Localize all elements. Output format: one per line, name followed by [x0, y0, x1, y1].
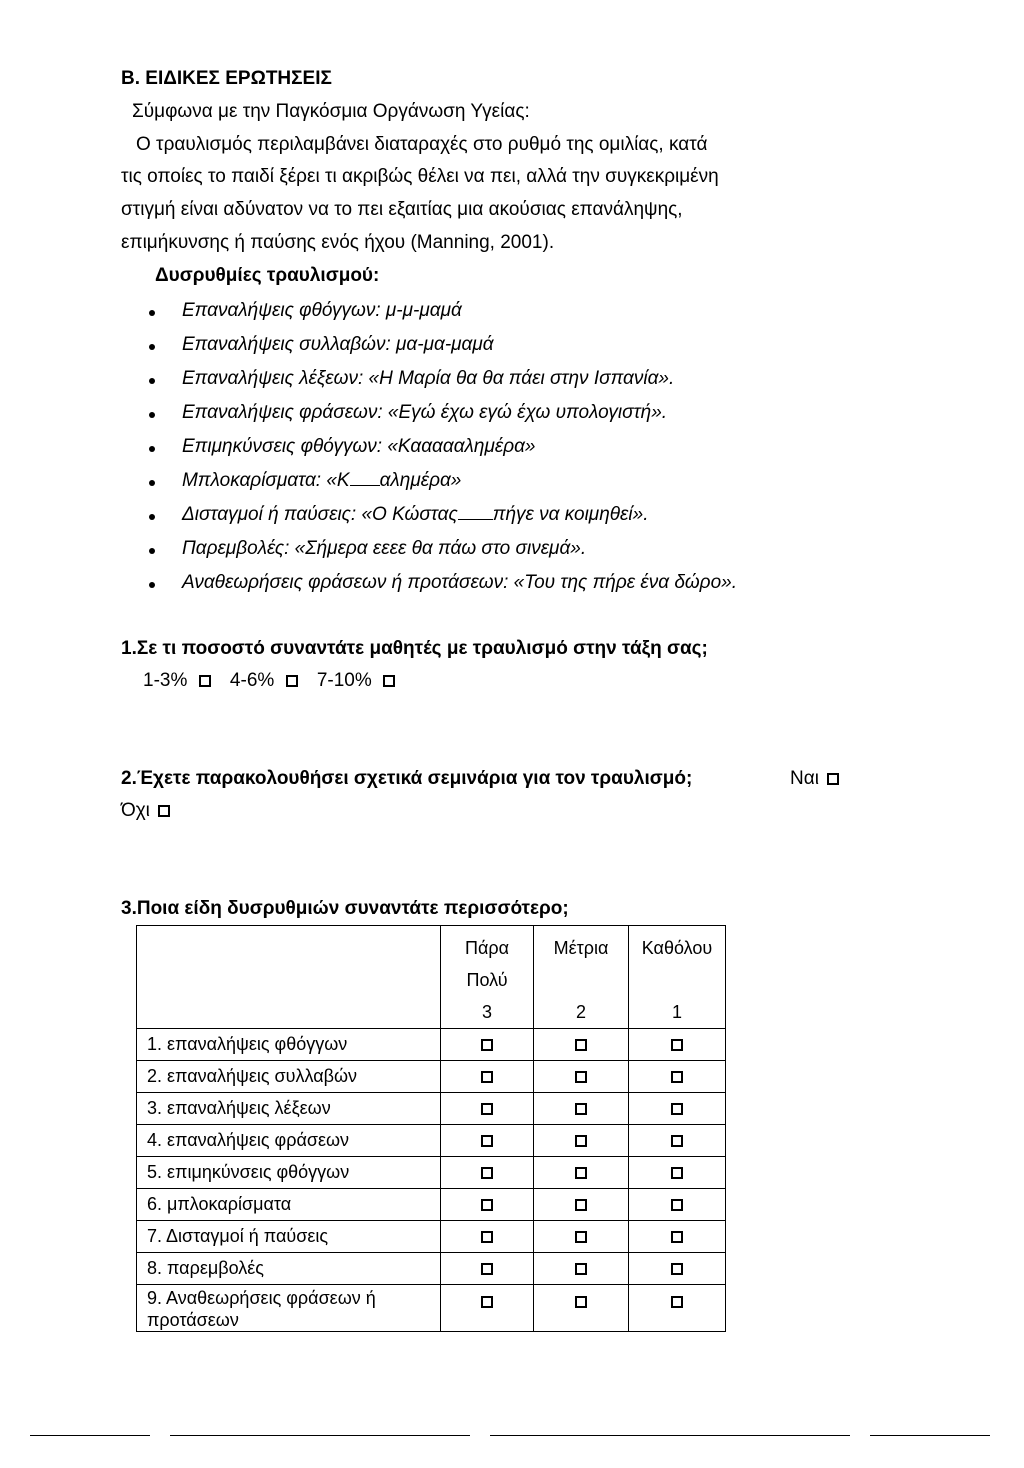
bullet-text-after: αλημέρα» — [379, 470, 462, 491]
bullet-dot — [149, 310, 155, 316]
rating-cell — [534, 1285, 629, 1332]
bullet-text: Επαναλήψεις φράσεων: «Εγώ έχω εγώ έχω υπολογιστή». — [182, 402, 668, 423]
question-1-options — [143, 670, 395, 692]
checkbox[interactable] — [671, 1135, 683, 1147]
column-header-line: Πολύ — [466, 970, 508, 990]
checkbox[interactable] — [383, 675, 395, 687]
question-2-yes — [790, 768, 839, 790]
rating-cell — [534, 1061, 629, 1093]
bullet-dot — [149, 446, 155, 452]
question-2-no — [121, 800, 170, 822]
question-2-text: 2.Έχετε παρακολουθήσει σχετικά σεμινάρια για τον τραυλισμό; — [121, 768, 693, 789]
table-row — [137, 1029, 726, 1061]
bullet-text: Παρεμβολές: «Σήμερα εεεε θα πάω στο σινεμά». — [182, 538, 587, 559]
rating-cell — [629, 1029, 726, 1061]
bullet-text-before: Μπλοκαρίσματα: «Κ — [182, 470, 350, 491]
table-row — [137, 1093, 726, 1125]
section-heading: B. ΕΙΔΙΚΕΣ ΕΡΩΤΗΣΕΙΣ — [121, 68, 332, 89]
no-checkbox[interactable] — [158, 805, 170, 817]
checkbox[interactable] — [481, 1296, 493, 1308]
column-header-line — [534, 964, 628, 996]
table-corner-cell — [137, 926, 441, 1029]
bullet-text — [182, 504, 648, 526]
bullet-dot — [149, 480, 155, 486]
checkbox[interactable] — [671, 1103, 683, 1115]
bullet-dot — [149, 378, 155, 384]
frequency-table — [136, 925, 726, 1332]
checkbox[interactable] — [575, 1135, 587, 1147]
bullet-text: Επαναλήψεις φθόγγων: μ-μ-μαμά — [182, 300, 462, 321]
option-label: 7-10% — [316, 670, 372, 691]
checkbox[interactable] — [481, 1103, 493, 1115]
column-header-line: Μέτρια — [553, 938, 609, 958]
row-label: 1. επαναλήψεις φθόγγων — [137, 1029, 441, 1061]
column-header-line: Πάρα — [464, 938, 510, 958]
checkbox[interactable] — [575, 1231, 587, 1243]
checkbox[interactable] — [481, 1199, 493, 1211]
bullet-dot — [149, 412, 155, 418]
row-label: 7. Δισταγμοί ή παύσεις — [137, 1221, 441, 1253]
rating-cell — [534, 1253, 629, 1285]
column-header — [534, 926, 629, 1029]
footer-rule — [170, 1435, 470, 1436]
rating-cell — [441, 1253, 534, 1285]
table-row — [137, 1221, 726, 1253]
question-1-text: 1.Σε τι ποσοστό συναντάτε μαθητές με τραυλισμό στην τάξη σας; — [121, 638, 708, 659]
checkbox[interactable] — [481, 1167, 493, 1179]
checkbox[interactable] — [575, 1263, 587, 1275]
definition-line: Ο τραυλισμός περιλαμβάνει διαταραχές στο ρυθμό της ομιλίας, κατά — [136, 134, 708, 155]
answer-blank — [458, 519, 493, 520]
checkbox[interactable] — [286, 675, 298, 687]
rating-cell — [441, 1285, 534, 1332]
footer-rule — [490, 1435, 850, 1436]
rating-cell — [441, 1189, 534, 1221]
checkbox[interactable] — [481, 1039, 493, 1051]
bullet-dot — [149, 344, 155, 350]
table-row — [137, 1285, 726, 1332]
option-label: 4-6% — [229, 670, 275, 691]
rating-cell — [441, 1125, 534, 1157]
checkbox[interactable] — [481, 1231, 493, 1243]
row-label — [137, 1285, 441, 1332]
row-label-text: 9. Αναθεωρήσεις φράσεων ή προτάσεων — [147, 1288, 376, 1330]
rating-cell — [441, 1093, 534, 1125]
row-label: 5. επιμηκύνσεις φθόγγων — [137, 1157, 441, 1189]
rating-cell — [534, 1221, 629, 1253]
row-label: 6. μπλοκαρίσματα — [137, 1189, 441, 1221]
rating-cell — [629, 1125, 726, 1157]
bullet-dot — [149, 582, 155, 588]
rating-cell — [629, 1061, 726, 1093]
bullet-text: Επιμηκύνσεις φθόγγων: «Καααααλημέρα» — [182, 436, 536, 457]
checkbox[interactable] — [671, 1039, 683, 1051]
bullet-text-after: πήγε να κοιμηθεί». — [492, 504, 649, 525]
disorders-heading: Δυσρυθμίες τραυλισμού: — [155, 265, 380, 286]
checkbox[interactable] — [481, 1263, 493, 1275]
checkbox[interactable] — [575, 1103, 587, 1115]
rating-cell — [629, 1253, 726, 1285]
checkbox[interactable] — [671, 1199, 683, 1211]
column-header-line: Καθόλου — [641, 938, 713, 958]
rating-cell — [441, 1157, 534, 1189]
rating-cell — [534, 1157, 629, 1189]
rating-cell — [534, 1029, 629, 1061]
bullet-text — [182, 470, 461, 492]
rating-cell — [629, 1189, 726, 1221]
definition-line: στιγμή είναι αδύνατον να το πει εξαιτίας μια ακούσιας επανάληψης, — [121, 199, 683, 220]
bullet-text: Αναθεωρήσεις φράσεων ή προτάσεων: «Του της πήρε ένα δώρο». — [182, 572, 737, 593]
column-header-line — [629, 964, 725, 996]
rating-cell — [534, 1189, 629, 1221]
table-row — [137, 1157, 726, 1189]
checkbox[interactable] — [575, 1039, 587, 1051]
column-score: 3 — [481, 1002, 492, 1022]
table-row — [137, 1189, 726, 1221]
checkbox[interactable] — [575, 1296, 587, 1308]
row-label: 8. παρεμβολές — [137, 1253, 441, 1285]
who-intro: Σύμφωνα με την Παγκόσμια Οργάνωση Υγείας: — [132, 101, 530, 122]
column-score: 2 — [575, 1002, 586, 1022]
checkbox[interactable] — [671, 1296, 683, 1308]
checkbox[interactable] — [575, 1167, 587, 1179]
row-label: 4. επαναλήψεις φράσεων — [137, 1125, 441, 1157]
checkbox[interactable] — [671, 1231, 683, 1243]
checkbox[interactable] — [671, 1263, 683, 1275]
row-label: 2. επαναλήψεις συλλαβών — [137, 1061, 441, 1093]
checkbox[interactable] — [671, 1071, 683, 1083]
rating-cell — [534, 1093, 629, 1125]
definition-line: τις οποίες το παιδί ξέρει τι ακριβώς θέλει να πει, αλλά την συγκεκριμένη — [121, 166, 719, 187]
yes-label: Ναι — [790, 768, 819, 789]
bullet-text: Επαναλήψεις συλλαβών: μα-μα-μαμά — [182, 334, 494, 355]
rating-cell — [629, 1157, 726, 1189]
bullet-text-before: Δισταγμοί ή παύσεις: «Ο Κώστας — [182, 504, 458, 525]
column-header — [629, 926, 726, 1029]
bullet-text: Επαναλήψεις λέξεων: «Η Μαρία θα θα πάει στην Ισπανία». — [182, 368, 675, 389]
footer-rule — [870, 1435, 990, 1436]
checkbox[interactable] — [575, 1071, 587, 1083]
bullet-dot — [149, 548, 155, 554]
row-label: 3. επαναλήψεις λέξεων — [137, 1093, 441, 1125]
rating-cell — [441, 1029, 534, 1061]
definition-line: επιμήκυνσης ή παύσης ενός ήχου (Manning, 2001). — [121, 232, 555, 253]
answer-blank — [350, 485, 380, 486]
rating-cell — [441, 1061, 534, 1093]
rating-cell — [534, 1125, 629, 1157]
table-row — [137, 1253, 726, 1285]
bullet-dot — [149, 514, 155, 520]
checkbox[interactable] — [575, 1199, 587, 1211]
checkbox[interactable] — [481, 1071, 493, 1083]
checkbox[interactable] — [199, 675, 211, 687]
option-label: 1-3% — [143, 670, 188, 691]
rating-cell — [629, 1221, 726, 1253]
column-header — [441, 926, 534, 1029]
question-3-text: 3.Ποια είδη δυσρυθμιών συναντάτε περισσότερο; — [121, 898, 569, 919]
table-header-row — [137, 926, 726, 1029]
no-label: Όχι — [121, 800, 150, 821]
yes-checkbox[interactable] — [827, 773, 839, 785]
rating-cell — [441, 1221, 534, 1253]
footer-rule — [30, 1435, 150, 1436]
table-row — [137, 1125, 726, 1157]
checkbox[interactable] — [671, 1167, 683, 1179]
column-score: 1 — [671, 1002, 682, 1022]
checkbox[interactable] — [481, 1135, 493, 1147]
rating-cell — [629, 1093, 726, 1125]
rating-cell — [629, 1285, 726, 1332]
table-row — [137, 1061, 726, 1093]
